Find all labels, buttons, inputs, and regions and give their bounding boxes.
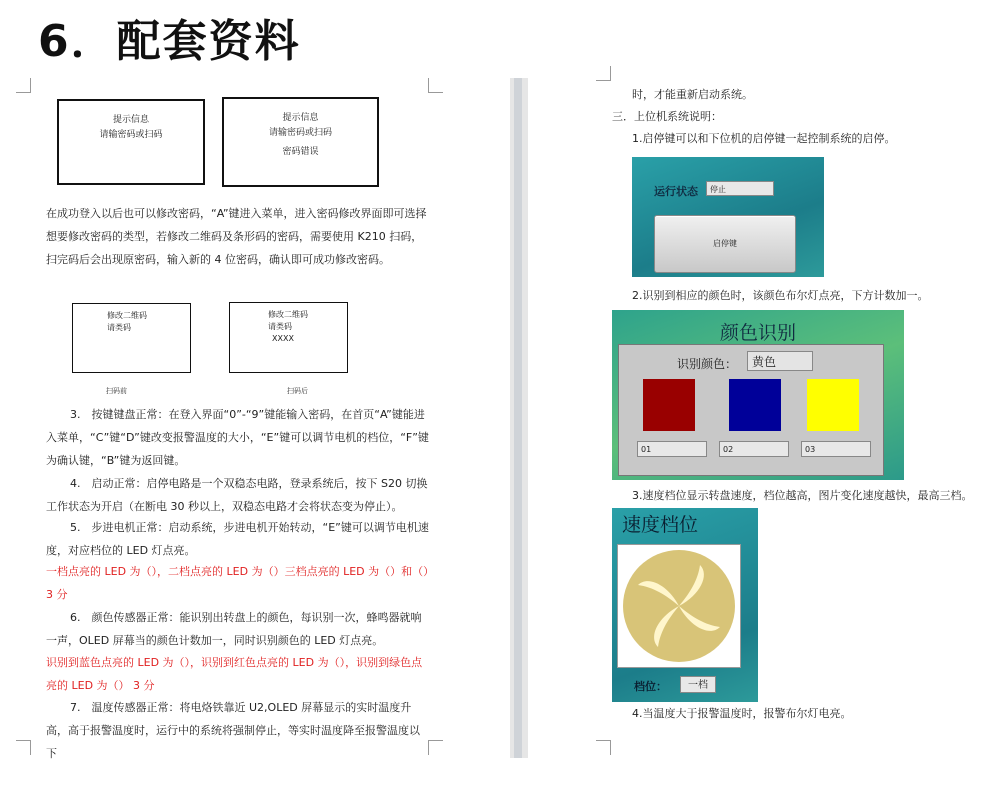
paragraph-text: 4. 启动正常：启停电路是一个双稳态电路，登录系统后，按下 S20 切换工作状态为开启（在断电 30 秒以上，双稳态电路才会将状态变为停止）。 bbox=[46, 477, 428, 513]
crop-mark bbox=[16, 78, 31, 93]
paragraph-text: 6. 颜色传感器正常：能识别出转盘上的颜色，每识别一次，蜂鸣器就响一声，OLED 屏幕当的颜色计数加一，同时识别颜色的 LED 灯点亮。 bbox=[46, 611, 422, 647]
paragraph-text: 7. 温度传感器正常：将电烙铁靠近 U2,OLED 屏幕显示的实时温度升高，高于报警温度时，运行中的系统将强制停止，等实时温度降至报警温度以下 bbox=[46, 701, 420, 760]
gear-label: 档位： bbox=[634, 680, 667, 693]
speed-gear-panel bbox=[612, 508, 758, 702]
box-line: 修改二维码 bbox=[107, 311, 147, 320]
crop-mark bbox=[596, 740, 611, 755]
question-stepper-led: 一档点亮的 LED 为（），二档点亮的 LED 为（）三档点亮的 LED 为（）和（）3 分 bbox=[46, 565, 429, 601]
paragraph-password-change: 在成功登入以后也可以修改密码，“A”键进入菜单，进入密码修改界面即可选择想要修改密码的类型，若修改二维码及条形码的密码，需要使用 K210 扫码，扫完码后会出现原密码，输入新的 4 位密码，确认即可成功修改密码。 bbox=[46, 207, 427, 266]
question-color-led: 识别到蓝色点亮的 LED 为（），识别到红色点亮的 LED 为（），识别到绿色点亮的 LED 为（） 3 分 bbox=[46, 656, 423, 692]
paragraph-color-sensor bbox=[46, 606, 430, 652]
caption-before-scan: 扫码前 bbox=[106, 387, 127, 395]
box-line: XXXX bbox=[272, 334, 294, 343]
run-status-field: 停止 bbox=[706, 181, 774, 196]
paragraph-keypad bbox=[46, 403, 430, 472]
paragraph-stepper bbox=[46, 516, 430, 562]
blue-indicator-lamp bbox=[729, 379, 781, 431]
yellow-counter: 03 bbox=[801, 441, 871, 457]
run-control-panel bbox=[632, 157, 824, 277]
crop-mark bbox=[428, 740, 443, 755]
start-stop-button[interactable]: 启停键 bbox=[654, 215, 796, 273]
box-line: 提示信息 bbox=[282, 113, 319, 123]
crop-mark bbox=[596, 66, 611, 81]
box-line: 请类码 bbox=[268, 322, 292, 331]
blue-counter: 02 bbox=[719, 441, 789, 457]
box-line: 提示信息 bbox=[112, 115, 149, 125]
red-counter: 01 bbox=[637, 441, 707, 457]
lcd-modify-before bbox=[72, 303, 191, 373]
detected-color-label: 识别颜色： bbox=[677, 357, 738, 371]
run-status-label: 运行状态 bbox=[654, 185, 698, 198]
item-start-stop: 1.启停键可以和下位机的启停键一起控制系统的启停。 bbox=[632, 132, 896, 145]
speed-panel-title: 速度档位 bbox=[622, 514, 699, 536]
paragraph-text: 3. 按键键盘正常：在登入界面“0”-“9”键能输入密码，在首页“A”键能进入菜单，“C”键“D”键改变报警温度的大小，“E”键可以调节电机的档位，“F”键为确认键，“B”键为返回键。 bbox=[46, 408, 429, 467]
rotating-disc-image bbox=[617, 544, 741, 668]
item-color-detect: 2.识别到相应的颜色时，该颜色布尔灯点亮，下方计数加一。 bbox=[632, 289, 929, 302]
pinwheel-icon bbox=[618, 545, 740, 667]
lcd-error-box bbox=[222, 97, 379, 187]
paragraph-startup bbox=[46, 472, 430, 518]
box-line: 密码错误 bbox=[282, 147, 319, 157]
paragraph-temperature bbox=[46, 696, 430, 760]
red-indicator-lamp bbox=[643, 379, 695, 431]
box-line: 修改二维码 bbox=[268, 310, 308, 319]
crop-mark bbox=[16, 740, 31, 755]
gear-field: 一档 bbox=[680, 676, 716, 693]
paragraph-continued: 时，才能重新启动系统。 bbox=[632, 88, 753, 101]
color-panel-body bbox=[618, 344, 884, 476]
box-line: 请输密码或扫码 bbox=[268, 128, 332, 138]
caption-after-scan: 扫码后 bbox=[287, 387, 308, 395]
lcd-prompt-box bbox=[57, 99, 205, 185]
item-temperature-alarm: 4.当温度大于报警温度时，报警布尔灯电亮。 bbox=[632, 707, 852, 720]
scroll-divider bbox=[514, 78, 522, 758]
yellow-indicator-lamp bbox=[807, 379, 859, 431]
crop-mark bbox=[428, 78, 443, 93]
paragraph-text: 5. 步进电机正常：启动系统，步进电机开始转动，“E”键可以调节电机速度，对应档位的 LED 灯点亮。 bbox=[46, 521, 429, 557]
lcd-modify-after bbox=[229, 302, 348, 373]
color-recognition-panel bbox=[612, 310, 904, 480]
section-title-host-system: 三．上位机系统说明： bbox=[612, 110, 722, 123]
detected-color-field: 黄色 bbox=[747, 351, 813, 371]
section-heading: 6．配套资料 bbox=[38, 16, 301, 67]
box-line: 请输密码或扫码 bbox=[99, 130, 163, 140]
box-line: 请类码 bbox=[107, 323, 131, 332]
color-panel-title: 颜色识别 bbox=[719, 322, 796, 344]
item-speed-gear: 3.速度档位显示转盘速度，档位越高，图片变化速度越快，最高三档。 bbox=[632, 489, 973, 502]
